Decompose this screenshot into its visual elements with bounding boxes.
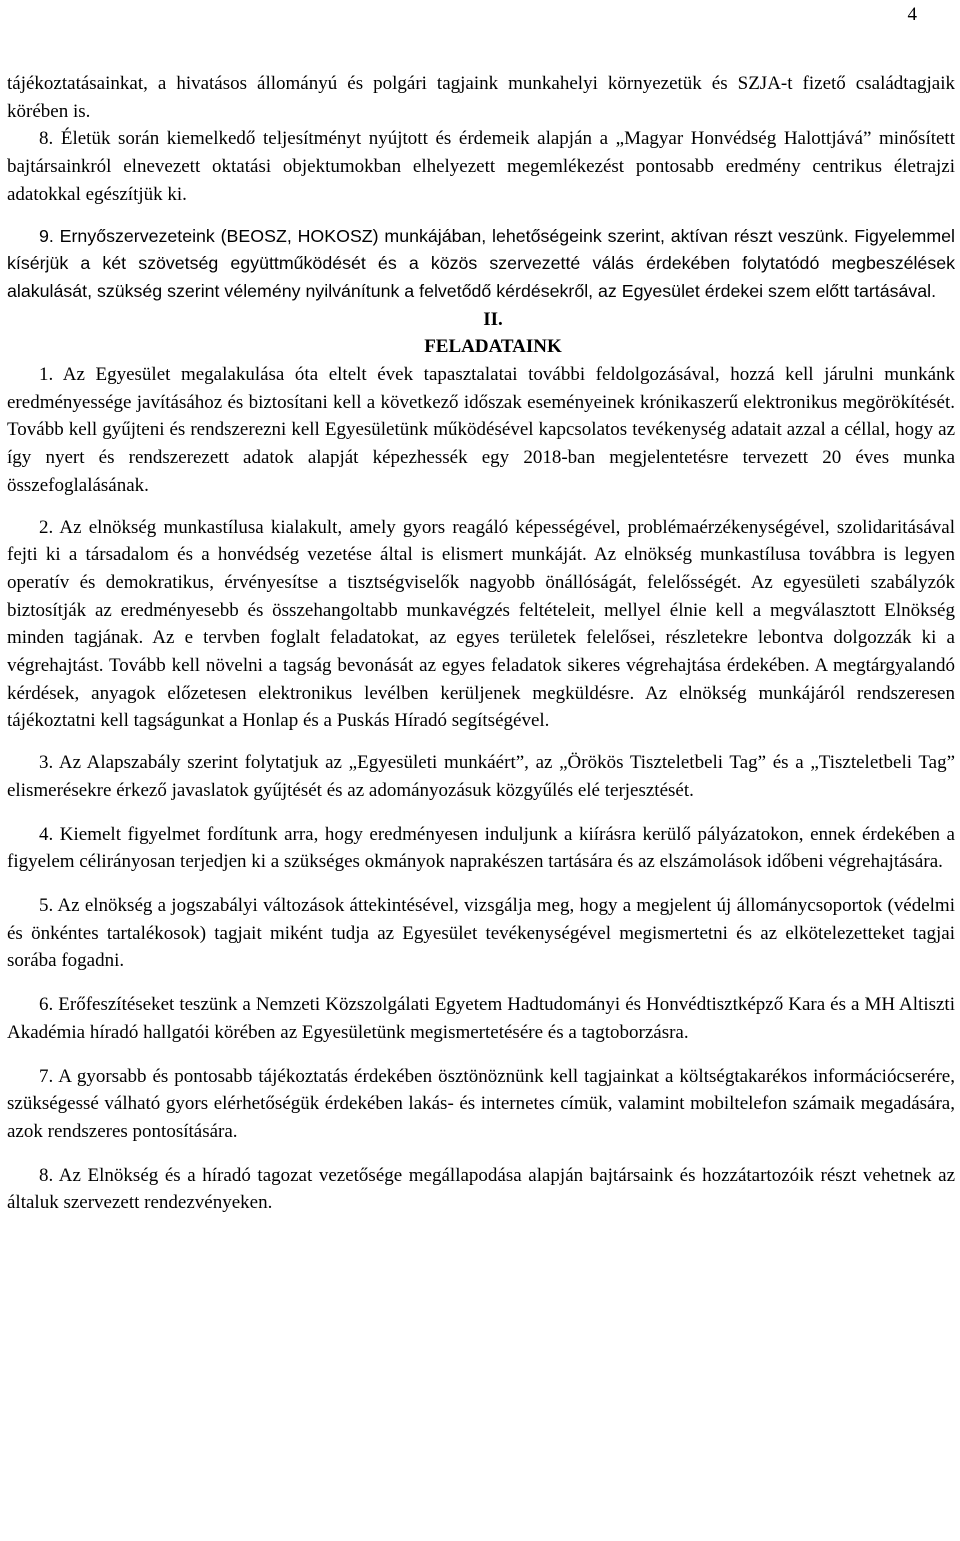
paragraph-item-8: 8. Életük során kiemelkedő teljesítményt nyújtott és érdemeik alapján a „Magyar Honvédség Halottjává” minősített bajtársainkról elnevezett oktatási objektumokban elhelyezett megemlékezést pontosabb eredmény centrikus életrajzi adatokkal egészítjük ki. — [7, 128, 955, 205]
task-item-6: 6. Erőfeszítéseket teszünk a Nemzeti Közszolgálati Egyetem Hadtudományi és Honvédtisztképző Kara és a MH Altiszti Akadémia híradó hallgatói körében az Egyesületünk megismertetésére és a tagtoborzásra. — [7, 994, 955, 1043]
task-item-3: 3. Az Alapszabály szerint folytatjuk az „Egyesületi munkáért”, az „Örökös Tiszteletbeli Tag” és a „Tiszteletbeli Tag” elismerésekre érkező javaslatok gyűjtését és az adományozásuk közgyűlés elé terjesztését. — [7, 752, 955, 801]
paragraph-item-9: 9. Ernyőszervezeteink (BEOSZ, HOKOSZ) munkájában, lehetőségeink szerint, aktívan részt veszünk. Figyelemmel kísérjük a két szövetség együttműködését és a közös szervezetté válás érdekében folytatódó megbeszélések alakulását, szükség szerint vélemény nyilvánítunk a felvetődő kérdésekről, az Egyesület érdekei szem előtt tartásával. — [7, 225, 955, 301]
page-number: 4 — [907, 4, 917, 25]
section-numeral: II. — [483, 308, 503, 330]
task-item-2: 2. Az elnökség munkastílusa kialakult, amely gyors reagáló képességével, problémaérzékenységével, szolidaritásával fejti ki a társadalom és a honvédség vezetése által is elismert munkáját. Az elnökség munkastílusa továbbra is legyen operatív és demokratikus, érvényesítse a tisztségviselők nagyobb önállóságát, felelősségét. Az egyesületi szabályzók biztosítják az eredményesebb és összehangoltabb munkavégzés feltételeit, mellyel élnie kell a megválasztott Elnökség minden tagjának. Az e tervben foglalt feladatokat, az egyes területek felelősei, részletekre lebontva dolgozzák ki a végrehajtást. Tovább kell növelni a tagság bevonását az egyes feladatok sikeres végrehajtása érdekében. A megtárgyalandó kérdések, anyagok előzetesen elektronikus levélben kerüljenek megküldésre. Az elnökség munkájáról rendszeresen tájékoztatni kell tagságunkat a Honlap és a Puskás Híradó segítségével. — [7, 516, 955, 732]
section-title: FELADATAINK — [424, 336, 562, 358]
task-item-8: 8. Az Elnökség és a híradó tagozat vezetősége megállapodása alapján bajtársaink és hozzátartozóik részt vehetnek az általuk szervezett rendezvényeken. — [7, 1164, 955, 1214]
task-item-1: 1. Az Egyesület megalakulása óta eltelt évek tapasztalatai további feldolgozásával, hozzá kell járulni munkánk eredményessége javításához és biztosítani kell a következő időszak eseményeinek krónikaszerű elektronikus megörökítését. Tovább kell gyűjteni és rendszerezni kell Egyesületünk működésével kapcsolatos tevékenység adatait azzal a céllal, hogy az így nyert és rendszerezett adatok alapját képezhessék egy 2018-ban megjelentetésre tervezett 20 éves munka összefoglalásának. — [7, 364, 955, 496]
task-item-5: 5. Az elnökség a jogszabályi változások áttekintésével, vizsgálja meg, hogy a megjelent új állománycsoportok (védelmi és önkéntes tartalékosok) tagjait miként tudja az Egyesület tevékenységével megismertetni és az elkötelezetteket tagjai sorába fogadni. — [7, 894, 955, 972]
document-body — [7, 70, 955, 1217]
task-item-4: 4. Kiemelt figyelmet fordítunk arra, hogy eredményesen induljunk a kiírásra kerülő pályázatokon, ennek érdekében a figyelem célirányosan terjedjen ki a szükséges okmányok naprakészen tartására és az elszámolások időbeni végrehajtására. — [7, 823, 955, 873]
task-item-7: 7. A gyorsabb és pontosabb tájékoztatás érdekében ösztönöznünk kell tagjainkat a költségtakarékos információcserére, szükségessé válható gyors elérhetőségük érdekében lakás- és internetes címük, valamint mobiltelefon számaik megadására, azok rendszeres pontosítására. — [7, 1065, 955, 1142]
paragraph-continuation: tájékoztatásainkat, a hivatásos állományú és polgári tagjaink munkahelyi környezetük és SZJA-t fizető családtagjaik körében is. — [7, 73, 955, 122]
